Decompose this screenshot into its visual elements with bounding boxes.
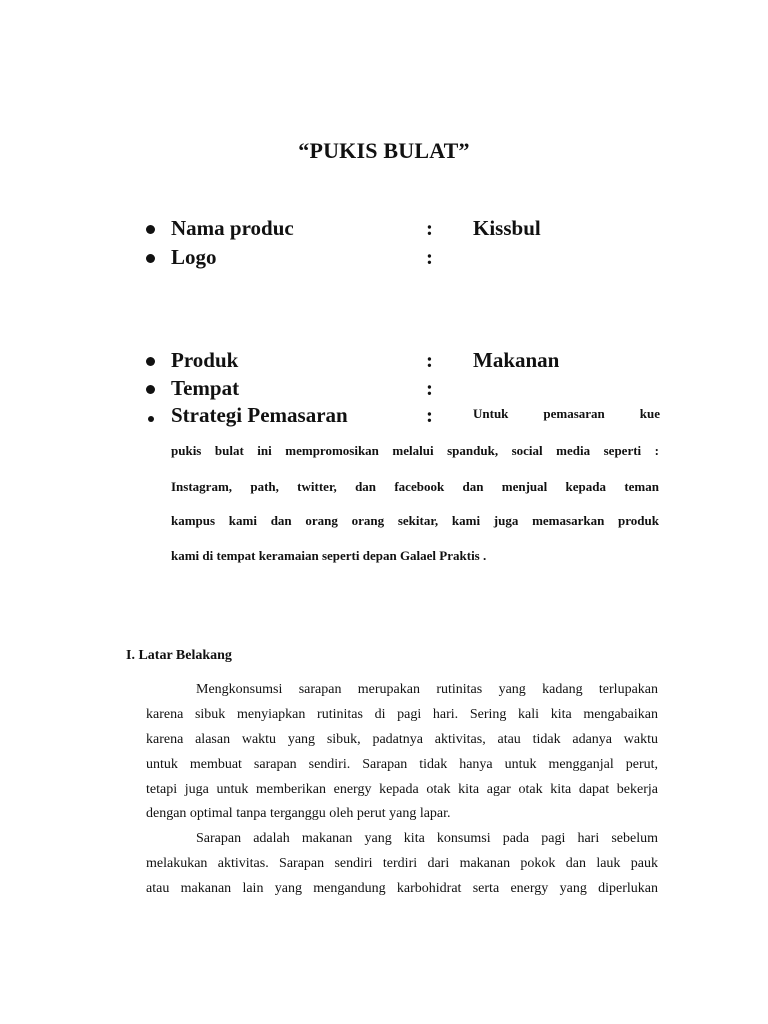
field-label: Strategi Pemasaran [171, 403, 348, 427]
field-label: Logo [171, 245, 217, 269]
paragraph-line: melakukan aktivitas. Sarapan sendiri terdiri dari makanan pokok dan lauk pauk [146, 856, 658, 871]
field-row-tempat [146, 376, 666, 404]
paragraph-line: tetapi juga untuk memberikan energy kepada otak kita agar otak kita dapat bekerja [146, 782, 658, 797]
field-colon: : [426, 403, 433, 427]
strategy-first-line [473, 406, 660, 422]
paragraph-line: Sarapan adalah makanan yang kita konsumsi pada pagi hari sebelum [196, 831, 658, 846]
bullet-icon [148, 416, 154, 422]
bullet-icon [146, 225, 155, 234]
strategy-text-line: pukis bulat ini mempromosikan melalui spanduk, social media seperti : [171, 443, 659, 458]
strategy-text-line: Instagram, path, twitter, dan facebook dan menjual kepada teman [171, 479, 659, 494]
bullet-icon [146, 357, 155, 366]
strategy-word: kue [639, 406, 660, 421]
bullet-icon [146, 385, 155, 394]
field-colon: : [426, 348, 433, 372]
bullet-icon [146, 254, 155, 263]
strategy-text-line: kampus kami dan orang orang sekitar, kami juga memasarkan produk [171, 513, 659, 528]
field-label: Tempat [171, 376, 240, 400]
strategy-word: Untuk [473, 406, 509, 421]
strategy-word: pemasaran [543, 406, 605, 421]
field-label: Nama produc [171, 216, 294, 240]
field-colon: : [426, 376, 433, 400]
paragraph-line: karena sibuk menyiapkan rutinitas di pagi hari. Sering kali kita mengabaikan [146, 707, 658, 722]
section-heading: I. Latar Belakang [126, 648, 232, 663]
field-row-produk [146, 348, 666, 376]
field-label: Produk [171, 348, 239, 372]
paragraph-line: dengan optimal tanpa terganggu oleh perut yang lapar. [146, 806, 451, 821]
field-colon: : [426, 245, 433, 269]
field-value: Makanan [473, 348, 560, 372]
paragraph-line: karena alasan waktu yang sibuk, padatnya aktivitas, atau tidak adanya waktu [146, 732, 658, 747]
document-title: “PUKIS BULAT” [298, 138, 470, 163]
paragraph-line: untuk membuat sarapan sendiri. Sarapan tidak hanya untuk mengganjal perut, [146, 757, 658, 772]
field-colon: : [426, 216, 433, 240]
paragraph-line: atau makanan lain yang mengandung karbohidrat serta energy yang diperlukan [146, 881, 658, 896]
field-value: Kissbul [473, 216, 541, 240]
field-row-logo [146, 245, 666, 273]
field-row-nama-produc [146, 216, 666, 244]
strategy-text-line: kami di tempat keramaian seperti depan Galael Praktis . [171, 548, 487, 563]
paragraph-line: Mengkonsumsi sarapan merupakan rutinitas yang kadang terlupakan [196, 682, 658, 697]
